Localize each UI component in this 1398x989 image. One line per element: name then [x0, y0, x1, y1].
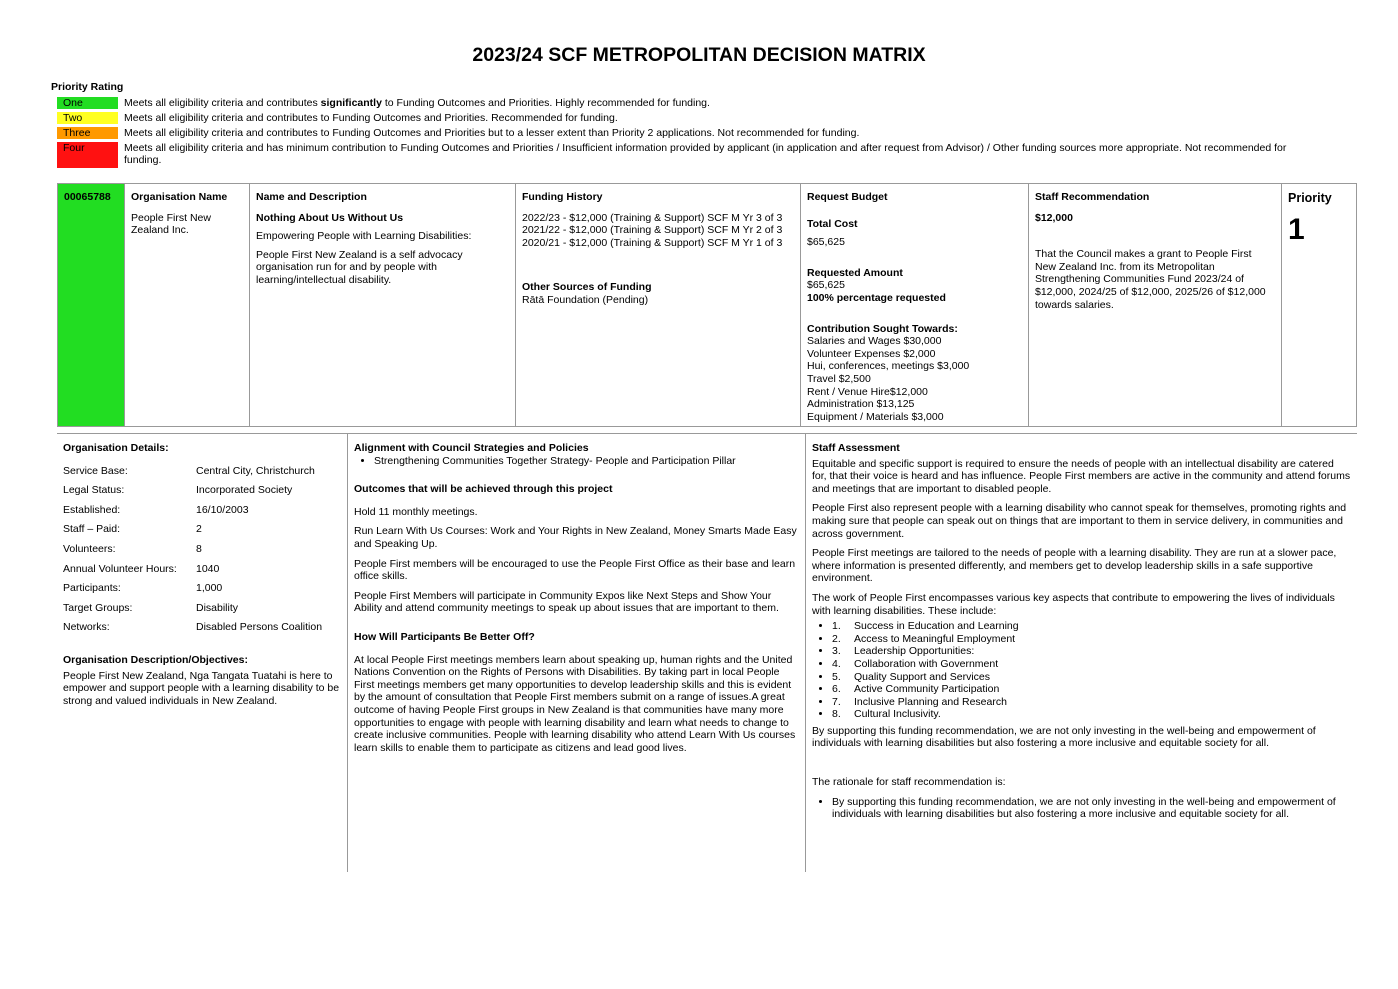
- assessment-paragraph: The work of People First encompasses various key aspects that contribute to empowering the lives of individuals with learning disabilities. These include:: [812, 591, 1335, 617]
- assessment-paragraph: People First meetings are tailored to the needs of people with a learning disability. They are run at a slower pace, where information is presented differently, and members get to develop leadership skills in a safe supportive environment.: [812, 547, 1337, 585]
- detail-value: 2: [196, 523, 202, 536]
- priority-swatch: Three: [57, 127, 118, 139]
- priority-level-four: [57, 142, 1317, 168]
- request-budget-cell: [801, 184, 1029, 426]
- detail-value: 8: [196, 542, 202, 555]
- list-item: • 6. Active Community Participation: [832, 683, 1351, 696]
- list-item: • By supporting this funding recommendation, we are not only investing in the well-being and empowerment of individuals with learning disabilities but also fostering a more inclusive and equitable society for all.: [832, 796, 1351, 821]
- list-item: • 2. Access to Meaningful Employment: [832, 633, 1351, 646]
- outcome-item: Hold 11 monthly meetings.: [354, 505, 478, 518]
- staff-assessment: [806, 434, 1357, 872]
- detail-key: Annual Volunteer Hours:: [63, 562, 177, 575]
- list-item: • Strengthening Communities Together Strategy- People and Participation Pillar: [374, 455, 799, 468]
- detail-key: Volunteers:: [63, 542, 116, 555]
- percentage-requested: 100% percentage requested: [807, 291, 946, 304]
- detail-row: [63, 543, 341, 556]
- detail-key: Service Base:: [63, 464, 128, 477]
- contribution-item: Rent / Venue Hire$12,000: [807, 385, 928, 398]
- decision-matrix-row: [57, 183, 1357, 427]
- list-item: • 5. Quality Support and Services: [832, 671, 1351, 684]
- contribution-item: Travel $2,500: [807, 372, 871, 385]
- detail-row: [63, 563, 341, 576]
- detail-key: Target Groups:: [63, 601, 133, 614]
- organisation-details: [57, 434, 348, 872]
- detail-row: [63, 465, 341, 478]
- outcome-item: Run Learn With Us Courses: Work and Your Rights in New Zealand, Money Smarts Made Easy and Speaking Up.: [354, 525, 797, 550]
- column-header: Funding History: [522, 191, 603, 203]
- contribution-label: Contribution Sought Towards:: [807, 322, 958, 335]
- section-header: How Will Participants Be Better Off?: [354, 630, 535, 643]
- priority-rating-legend: [57, 97, 1317, 168]
- other-sources-header: Other Sources of Funding: [522, 281, 652, 294]
- requested-amount-value: $65,625: [807, 279, 845, 292]
- total-cost-label: Total Cost: [807, 217, 858, 230]
- alignment-list: [354, 455, 799, 468]
- detail-row: [63, 504, 341, 517]
- detail-key: Established:: [63, 503, 121, 516]
- aspects-list: [812, 620, 1351, 721]
- section-header: Organisation Details:: [63, 442, 169, 454]
- funding-history-item: 2022/23 - $12,000 (Training & Support) SCF M Yr 3 of 3: [522, 211, 783, 224]
- section-header: Alignment with Council Strategies and Policies: [354, 442, 589, 454]
- staff-recommendation-cell: [1029, 184, 1282, 426]
- organisation-name-cell: [125, 184, 250, 426]
- detail-key: Participants:: [63, 582, 121, 595]
- priority-description: Meets all eligibility criteria and contributes to Funding Outcomes and Priorities. Recommended for funding.: [124, 112, 618, 124]
- application-id: 00065788: [58, 184, 125, 426]
- priority-description: Meets all eligibility criteria and has minimum contribution to Funding Outcomes and Priorities / Insufficient information provided by applicant (in application and after request from Advisor) / Other funding sources more appropriate. Not recommended for funding.: [124, 142, 1287, 166]
- section-header: Staff Assessment: [812, 442, 900, 454]
- better-off-text: At local People First meetings members learn about speaking up, human rights and the United Nations Convention on the Rights of Persons with Disabilities. By taking part in local People First meetings members get many opportunities to develop leadership skills and this is evident by the amount of consultation that People First members submit on a range of issues.A great outcome of having People First groups in New Zealand is that communities have many more opportunities to engage with people with learning disability and learn what needs to change to create inclusive communities. People with learning disability who attend Learn With Us courses learn skills to enable them to participate as citizens and lead good lives.: [354, 653, 796, 754]
- priority-cell: [1282, 184, 1356, 426]
- other-sources: Rātā Foundation (Pending): [522, 293, 649, 306]
- column-header: Organisation Name: [131, 191, 228, 203]
- section-header: Outcomes that will be achieved through this project: [354, 483, 613, 496]
- list-item: • 4. Collaboration with Government: [832, 658, 1351, 671]
- column-header: Staff Recommendation: [1035, 191, 1150, 203]
- detail-row: [63, 484, 341, 497]
- rationale-label: The rationale for staff recommendation is:: [812, 776, 1006, 789]
- requested-amount-label: Requested Amount: [807, 266, 903, 279]
- priority-swatch: Four: [57, 142, 118, 168]
- funding-history-item: 2021/22 - $12,000 (Training & Support) SCF M Yr 2 of 3: [522, 224, 783, 237]
- contribution-item: Volunteer Expenses $2,000: [807, 347, 936, 360]
- column-header: Priority: [1288, 191, 1332, 205]
- priority-value: 1: [1288, 213, 1305, 246]
- detail-row: [63, 582, 341, 595]
- outcome-item: People First members will be encouraged to use the People First Office as their base and learn office skills.: [354, 557, 796, 583]
- detail-value: Central City, Christchurch: [196, 464, 315, 477]
- page-title: 2023/24 SCF METROPOLITAN DECISION MATRIX: [472, 44, 926, 66]
- assessment-closing: By supporting this funding recommendation, we are not only investing in the well-being and empowerment of individuals with learning disabilities but also fostering a more inclusive and equitable society for all.: [812, 724, 1316, 750]
- column-header: Request Budget: [807, 191, 888, 203]
- rationale-list: [812, 796, 1351, 821]
- priority-rating-label: Priority Rating: [51, 81, 124, 93]
- detail-row: [63, 523, 341, 536]
- priority-description: Meets all eligibility criteria and contributes to Funding Outcomes and Priorities but to a lesser extent than Priority 2 applications. Not recommended for funding.: [124, 127, 860, 139]
- contribution-item: Administration $13,125: [807, 398, 915, 411]
- detail-key: Staff – Paid:: [63, 523, 121, 536]
- detail-value: 1,000: [196, 582, 223, 595]
- priority-swatch: Two: [57, 112, 118, 124]
- section-header: Organisation Description/Objectives:: [63, 653, 248, 666]
- list-item: • 1. Success in Education and Learning: [832, 620, 1351, 633]
- funding-history-cell: [516, 184, 801, 426]
- alignment-section: [348, 434, 806, 872]
- contribution-item: Equipment / Materials $3,000: [807, 410, 944, 423]
- priority-level-three: [57, 127, 1317, 139]
- funding-history-item: 2020/21 - $12,000 (Training & Support) SCF M Yr 1 of 3: [522, 236, 783, 249]
- list-item: • 7. Inclusive Planning and Research: [832, 696, 1351, 709]
- outcome-item: People First Members will participate in Community Expos like Next Steps and Show Your Ability and attend community meetings to speak up about issues that are important to them.: [354, 589, 779, 615]
- list-item: • 8. Cultural Inclusivity.: [832, 708, 1351, 721]
- detail-value: Disabled Persons Coalition: [196, 621, 323, 634]
- priority-level-two: [57, 112, 1317, 124]
- project-description: People First New Zealand is a self advocacy organisation run for and by people with learning/intellectual disability.: [256, 248, 463, 286]
- column-header: Name and Description: [256, 191, 367, 203]
- details-section: [57, 434, 1357, 872]
- contribution-item: Salaries and Wages $30,000: [807, 335, 942, 348]
- priority-swatch: One: [57, 97, 118, 109]
- list-item: • 3. Leadership Opportunities:: [832, 645, 1351, 658]
- name-description-cell: [250, 184, 516, 426]
- detail-value: 16/10/2003: [196, 503, 249, 516]
- organisation-name: People First New Zealand Inc.: [131, 211, 211, 237]
- detail-key: Legal Status:: [63, 484, 125, 497]
- recommendation-text: That the Council makes a grant to People First New Zealand Inc. from its Metropolitan Strengthening Communities Fund 2023/24 of $12,000, 2024/25 of $12,000, 2025/26 of $12,000 towards salaries.: [1035, 248, 1266, 311]
- detail-value: 1040: [196, 562, 220, 575]
- detail-row: [63, 621, 341, 634]
- project-name: Nothing About Us Without Us: [256, 211, 404, 224]
- project-subtitle: Empowering People with Learning Disabilities:: [256, 230, 472, 243]
- priority-description: Meets all eligibility criteria and contributes significantly to Funding Outcomes and Priorities. Highly recommended for funding.: [124, 97, 710, 109]
- detail-row: [63, 602, 341, 615]
- detail-value: Disability: [196, 601, 239, 614]
- detail-value: Incorporated Society: [196, 484, 293, 497]
- recommended-amount: $12,000: [1035, 211, 1073, 224]
- detail-key: Networks:: [63, 621, 110, 634]
- assessment-paragraph: Equitable and specific support is required to ensure the needs of people with an intellectual disability are catered for, that their voice is heard and has influence. People First members are active in the community and attend forums and meetings that are important to disabled people.: [812, 457, 1351, 495]
- contribution-item: Hui, conferences, meetings $3,000: [807, 360, 970, 373]
- total-cost-value: $65,625: [807, 236, 845, 249]
- organisation-description: People First New Zealand, Nga Tangata Tuatahi is here to empower and support people with a learning disability to be strong and valued individuals in New Zealand.: [63, 669, 340, 707]
- assessment-paragraph: People First also represent people with a learning disability who cannot speak for themselves, promoting rights and making sure that people can speak out on things that are important to them in service delivery, in communities and across government.: [812, 502, 1347, 540]
- priority-level-one: [57, 97, 1317, 109]
